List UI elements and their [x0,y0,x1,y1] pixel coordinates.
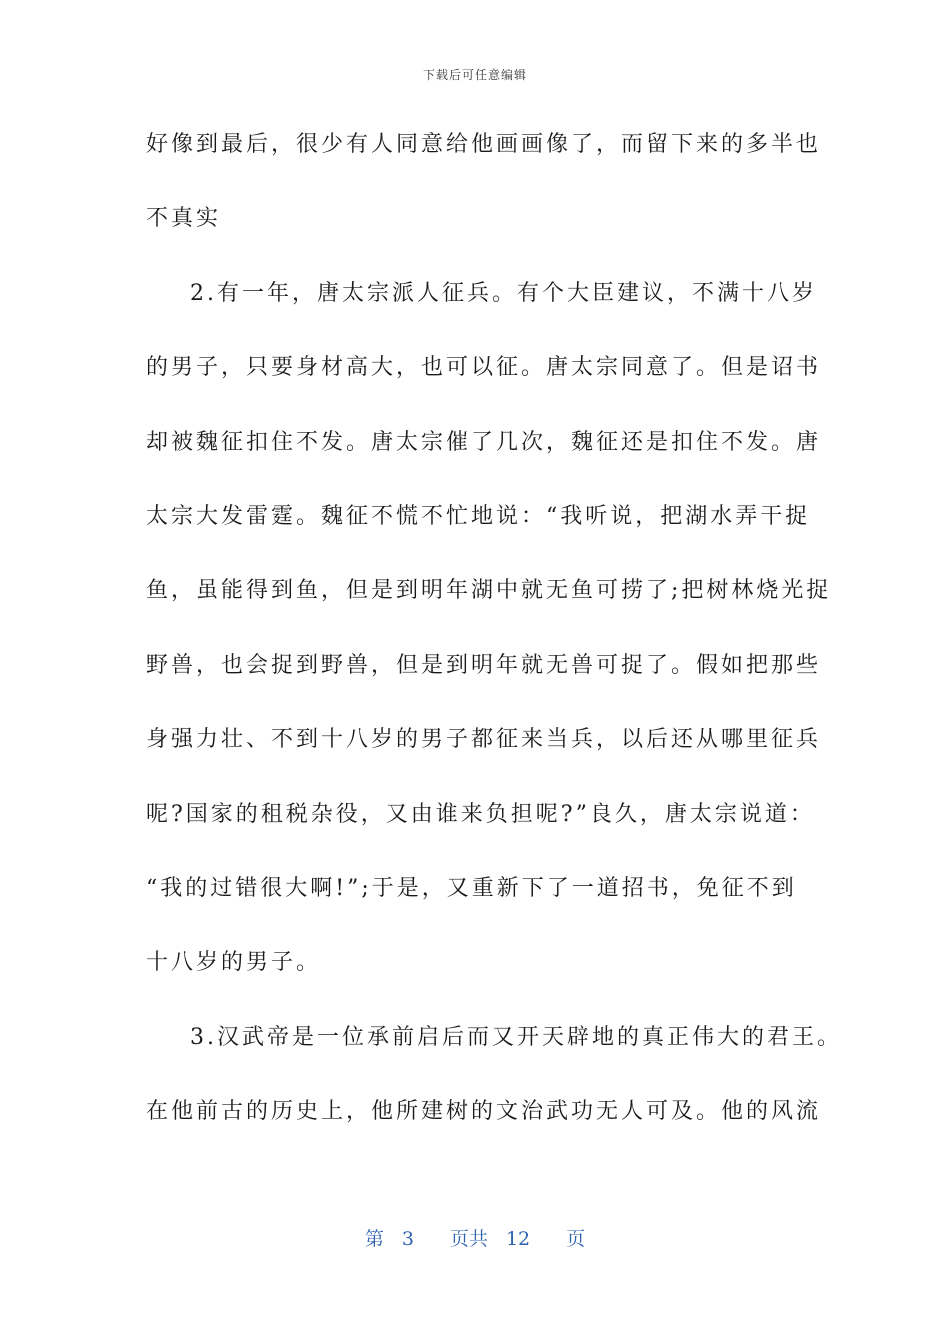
text-line-1: 好像到最后，很少有人同意给他画画像了，而留下来的多半也 [146,132,822,157]
page-footer [0,1224,950,1251]
text-line-8: 野兽，也会捉到野兽，但是到明年就无兽可捉了。假如把那些 [146,652,822,678]
text-line-9: 身强力壮、不到十八岁的男子都征来当兵，以后还从哪里征兵 [146,727,822,753]
footer-prefix: 第 [364,1228,384,1250]
text-line-6: 太宗大发雷霆。魏征不慌不忙地说：“我听说，把湖水弄干捉 [146,503,811,529]
text-line-12: 十八岁的男子。 [146,950,322,976]
text-line-7: 鱼，虽能得到鱼，但是到明年湖中就无鱼可捞了;把树林烧光捉 [146,578,832,604]
text-line-4: 的男子，只要身材高大，也可以征。唐太宗同意了。但是诏书 [146,355,822,381]
text-line-14: 在他前古的历史上，他所建树的文治武功无人可及。他的风流 [146,1099,822,1125]
text-line-3: 2.有一年，唐太宗派人征兵。有个大臣建议，不满十八岁 [190,280,817,306]
footer-middle: 页共 [449,1228,488,1250]
text-line-11: “我的过错很大啊!”;于是，又重新下了一道招书，免征不到 [146,875,797,901]
text-line-5: 却被魏征扣住不发。唐太宗催了几次，魏征还是扣住不发。唐 [146,429,822,455]
text-line-10: 呢?国家的租税杂役，又由谁来负担呢?”良久，唐太宗说道： [146,801,815,827]
page-header: 下载后可任意编辑 [422,68,527,82]
text-line-13: 3.汉武帝是一位承前启后而又开天辟地的真正伟大的君王。 [190,1024,842,1050]
footer-page-number: 3 [401,1228,414,1250]
text-line-2: 不真实 [146,206,222,232]
footer-total-pages: 12 [505,1228,531,1250]
document-body [146,118,842,1159]
footer-suffix: 页 [566,1228,586,1250]
